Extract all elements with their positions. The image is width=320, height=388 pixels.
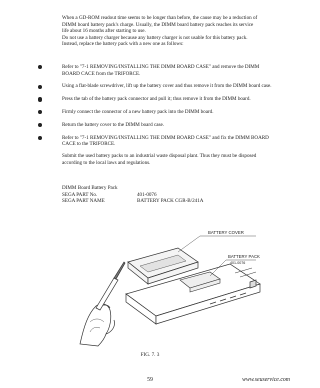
parts-title: DIMM Board Battery Pack [62, 185, 118, 191]
website-link[interactable]: www.seuservice.com [242, 377, 290, 383]
bullet-icon [38, 97, 42, 101]
step-text: Refer to "7-1 REMOVING/INSTALLING THE DIMM BOARD CASE" and fix the DIMM BOARD CACE to the TRIFORCE. [62, 134, 269, 148]
hand-with-screwdriver [80, 262, 125, 346]
procedure-step [38, 64, 278, 77]
intro-line: Instead, replace the battery pack with a new one as follows: [62, 41, 184, 48]
procedure-steps [38, 64, 278, 154]
parts-row [62, 198, 272, 205]
battery-illustration [60, 222, 270, 347]
battery-pack-label: BATTERY PACK [228, 254, 260, 259]
parts-info [62, 185, 272, 205]
step-text: Using a flat-blade screwdriver, lift up the battery cover and thus remove it from the DIMM board case. [62, 83, 272, 90]
parts-row [62, 192, 272, 199]
intro-paragraph [62, 15, 272, 48]
page-number: 59 [147, 377, 153, 383]
procedure-step [38, 96, 278, 103]
procedure-step [38, 109, 278, 116]
procedure-step [38, 135, 278, 148]
intro-line: life about 16 months after starting to use. [62, 28, 146, 35]
step-text: Press the tab of the battery pack connector and pull it; thus remove it from the DIMM board. [62, 96, 251, 103]
part-value: BATTERY PACK CGR-B/241A [137, 198, 204, 205]
bullet-icon [38, 123, 42, 127]
bullet-icon [38, 110, 42, 114]
intro-line: DIMM board battery pack's charge. Usually, the DIMM board battery pack reaches its service [62, 21, 254, 28]
battery-pack-number: 401-0076 [230, 261, 246, 265]
bullet-icon [38, 136, 42, 140]
note-line: according to the local laws and regulations. [62, 159, 151, 166]
disposal-note [62, 153, 272, 166]
step-text: Return the battery cover to the DIMM board case. [62, 121, 164, 128]
intro-line: Do not use a battery charger because any battery charger is not usable for this battery pack. [62, 34, 248, 41]
part-value: 401-0076 [137, 191, 157, 198]
procedure-step [38, 83, 278, 90]
intro-line: When a GD-ROM readout time seems to be longer than before, the cause may be a reduction of [62, 15, 258, 21]
note-line: Submit the used battery packs to an industrial waste disposal plant. Thus they must be disposed [62, 153, 257, 159]
figure-caption: FIG. 7. 3 [140, 352, 160, 358]
part-key: SEGA PART No. [62, 191, 98, 198]
bullet-icon [38, 85, 42, 89]
battery-figure [60, 222, 270, 347]
step-text: Refer to "7-1 REMOVING/INSTALLING THE DIMM BOARD CASE" and remove the DIMM BOARD CACE from the TRIFORCE. [62, 64, 260, 77]
bullet-icon [38, 65, 42, 69]
procedure-step [38, 122, 278, 129]
part-key: SEGA PART NAME [62, 198, 105, 205]
step-text: Firmly connect the connector of a new battery pack into the DIMM board. [62, 108, 214, 115]
battery-cover-label: BATTERY COVER [208, 230, 244, 235]
